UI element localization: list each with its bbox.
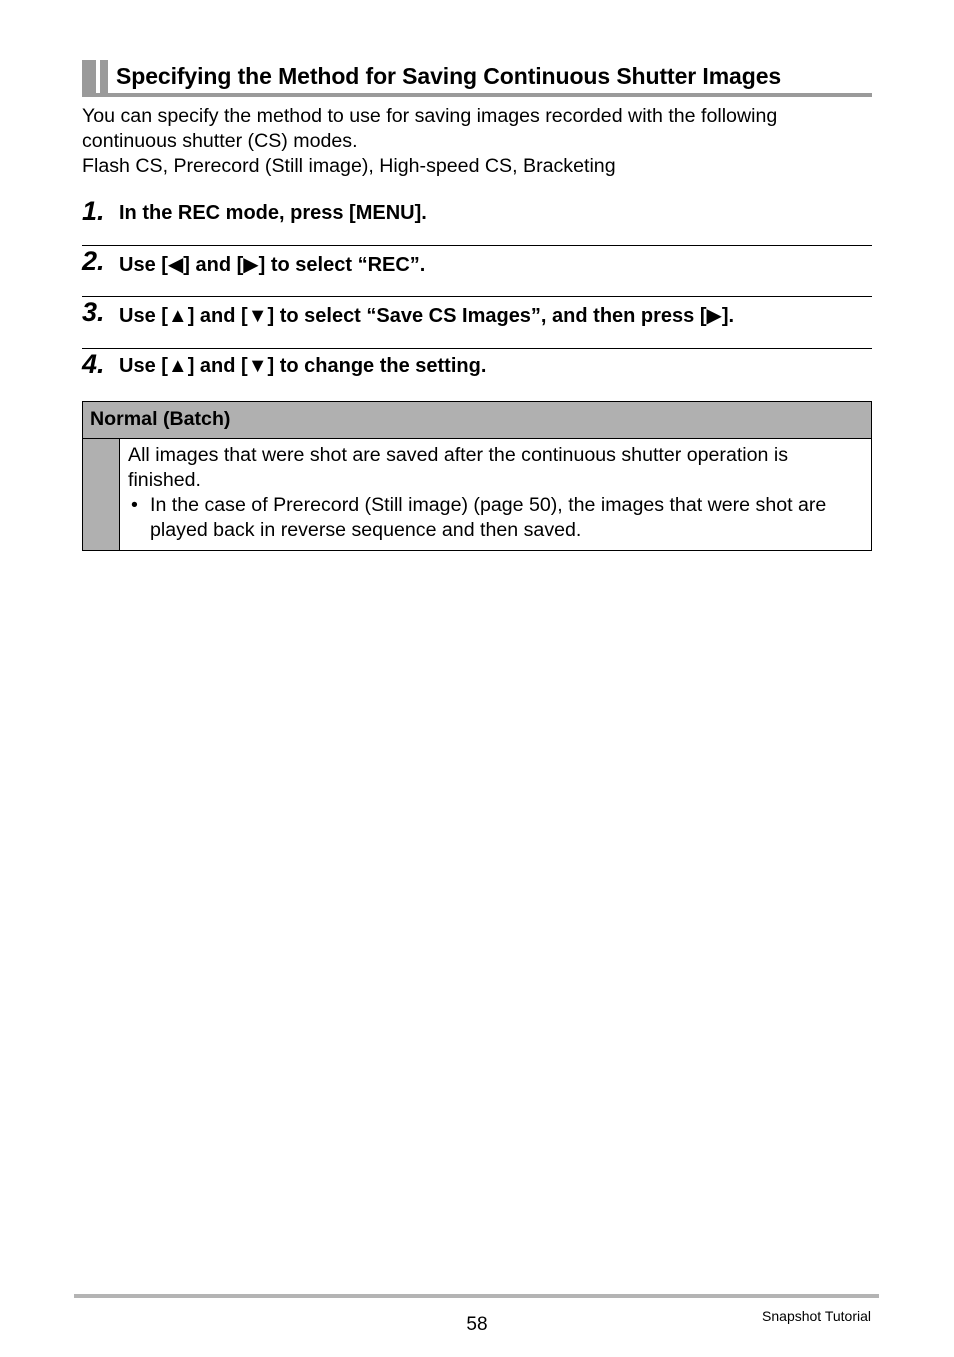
- step-number: 4.: [82, 349, 105, 379]
- step-number: 2.: [82, 246, 105, 276]
- step-number: 1.: [82, 196, 105, 226]
- section-heading: [82, 60, 872, 97]
- heading-marker-bar: [82, 60, 96, 93]
- step-text: Use [▲] and [▼] to select “Save CS Images”, and then press [▶].: [119, 305, 735, 327]
- step-2: [82, 245, 872, 297]
- step-1: [82, 196, 872, 248]
- page-title: Specifying the Method for Saving Continuous Shutter Images: [116, 63, 782, 89]
- footer-section-name: Snapshot Tutorial: [762, 1308, 871, 1324]
- setting-note-text: In the case of Prerecord (Still image) (page 50), the images that were shot are played back in reverse sequence and then saved.: [150, 494, 827, 541]
- intro-modes-list: Flash CS, Prerecord (Still image), High-speed CS, Bracketing: [82, 155, 616, 177]
- step-4: [82, 348, 872, 400]
- setting-table-header: [83, 402, 871, 439]
- bullet-marker: •: [131, 494, 138, 516]
- setting-note: [128, 493, 863, 543]
- setting-name: Normal (Batch): [90, 408, 231, 430]
- setting-description-cell: [119, 439, 871, 550]
- step-text: In the REC mode, press [MENU].: [119, 202, 427, 224]
- setting-table: [82, 401, 872, 551]
- setting-description: All images that were shot are saved after the continuous shutter operation is finished.: [128, 444, 789, 491]
- footer-divider: [74, 1294, 879, 1298]
- heading-marker-bar-thin: [100, 60, 108, 93]
- step-text: Use [▲] and [▼] to change the setting.: [119, 355, 487, 377]
- page-number: 58: [466, 1314, 488, 1335]
- intro-paragraph: You can specify the method to use for saving images recorded with the following continuous shutter (CS) modes.: [82, 105, 778, 152]
- step-number: 3.: [82, 297, 105, 327]
- step-text: Use [◀] and [▶] to select “REC”.: [119, 254, 426, 276]
- intro-text: [82, 104, 872, 179]
- step-3: [82, 296, 872, 348]
